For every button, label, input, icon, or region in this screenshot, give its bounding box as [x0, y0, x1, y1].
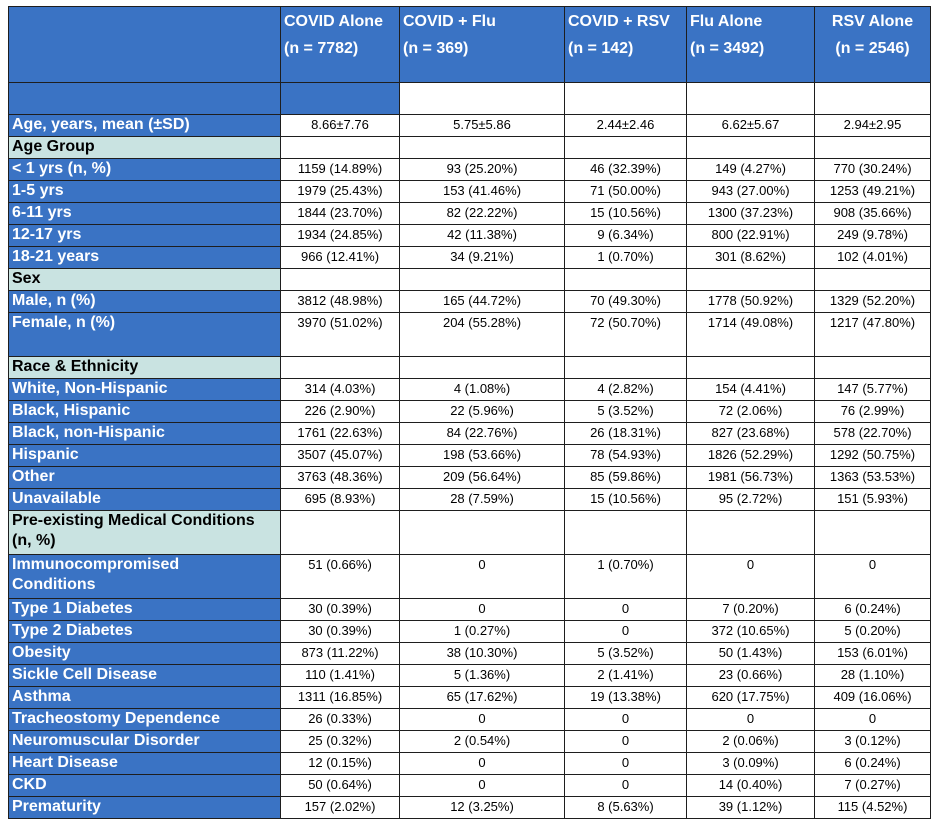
table-cell: 2 (0.54%) [400, 731, 565, 753]
table-cell: 9 (6.34%) [565, 225, 687, 247]
row-label: Hispanic [9, 445, 281, 467]
row-label: Other [9, 467, 281, 489]
table-cell: 15 (10.56%) [565, 203, 687, 225]
table-cell: 26 (18.31%) [565, 423, 687, 445]
table-row [9, 643, 931, 665]
table-cell: 966 (12.41%) [281, 247, 400, 269]
table-cell: 28 (1.10%) [815, 665, 931, 687]
table-cell: 5.75±5.86 [400, 115, 565, 137]
table-cell: 695 (8.93%) [281, 489, 400, 511]
table-cell: 0 [400, 599, 565, 621]
table-cell: 115 (4.52%) [815, 797, 931, 819]
table-cell: 0 [687, 709, 815, 731]
table-cell: 7 (0.27%) [815, 775, 931, 797]
row-label: Asthma [9, 687, 281, 709]
demographics-table [8, 6, 931, 819]
table-cell: 908 (35.66%) [815, 203, 931, 225]
table-cell: 22 (5.96%) [400, 401, 565, 423]
table-cell: 26 (0.33%) [281, 709, 400, 731]
table-cell: 2.94±2.95 [815, 115, 931, 137]
table-cell: 827 (23.68%) [687, 423, 815, 445]
row-label: Immunocompromised Conditions [9, 555, 281, 599]
row-label: CKD [9, 775, 281, 797]
table-cell: 1159 (14.89%) [281, 159, 400, 181]
table-cell: 5 (3.52%) [565, 401, 687, 423]
table-cell: 30 (0.39%) [281, 599, 400, 621]
empty-cell [565, 269, 687, 291]
column-header: RSV Alone (n = 2546) [815, 7, 931, 83]
table-cell: 95 (2.72%) [687, 489, 815, 511]
table-cell: 204 (55.28%) [400, 313, 565, 357]
section-title: Sex [9, 269, 281, 291]
table-cell: 6.62±5.67 [687, 115, 815, 137]
table-cell: 28 (7.59%) [400, 489, 565, 511]
table-cell: 46 (32.39%) [565, 159, 687, 181]
empty-cell [281, 137, 400, 159]
table-cell: 209 (56.64%) [400, 467, 565, 489]
table-cell: 5 (3.52%) [565, 643, 687, 665]
table-cell: 0 [687, 555, 815, 599]
row-label: Neuromuscular Disorder [9, 731, 281, 753]
table-cell: 15 (10.56%) [565, 489, 687, 511]
table-cell: 3507 (45.07%) [281, 445, 400, 467]
section-title: Race & Ethnicity [9, 357, 281, 379]
table-cell: 25 (0.32%) [281, 731, 400, 753]
section-row [9, 269, 931, 291]
table-row [9, 775, 931, 797]
empty-cell [815, 137, 931, 159]
table-cell: 0 [815, 555, 931, 599]
table-cell: 12 (3.25%) [400, 797, 565, 819]
table-cell: 50 (0.64%) [281, 775, 400, 797]
empty-cell [815, 357, 931, 379]
table-row [9, 621, 931, 643]
table-cell: 71 (50.00%) [565, 181, 687, 203]
empty-cell [281, 269, 400, 291]
table-cell: 0 [400, 709, 565, 731]
empty-cell [687, 269, 815, 291]
table-row [9, 291, 931, 313]
table-row [9, 731, 931, 753]
table-cell: 147 (5.77%) [815, 379, 931, 401]
table-cell: 93 (25.20%) [400, 159, 565, 181]
table-cell: 6 (0.24%) [815, 753, 931, 775]
table-cell: 8 (5.63%) [565, 797, 687, 819]
table-cell: 1329 (52.20%) [815, 291, 931, 313]
table-cell: 1826 (52.29%) [687, 445, 815, 467]
table-row [9, 181, 931, 203]
table-cell: 0 [400, 753, 565, 775]
empty-cell [687, 137, 815, 159]
table-row [9, 115, 931, 137]
section-title: Pre-existing Medical Conditions (n, %) [9, 511, 281, 555]
table-cell: 4 (1.08%) [400, 379, 565, 401]
table-cell: 770 (30.24%) [815, 159, 931, 181]
table-cell: 102 (4.01%) [815, 247, 931, 269]
row-label: Male, n (%) [9, 291, 281, 313]
row-label: Heart Disease [9, 753, 281, 775]
table-row [9, 467, 931, 489]
table-cell: 0 [815, 709, 931, 731]
row-label: Unavailable [9, 489, 281, 511]
empty-cell [400, 269, 565, 291]
empty-cell [687, 357, 815, 379]
row-label: Obesity [9, 643, 281, 665]
table-cell: 873 (11.22%) [281, 643, 400, 665]
table-cell: 14 (0.40%) [687, 775, 815, 797]
spacer-row [9, 83, 931, 115]
table-cell: 72 (2.06%) [687, 401, 815, 423]
row-label: 1-5 yrs [9, 181, 281, 203]
empty-cell [281, 511, 400, 555]
column-header: COVID Alone (n = 7782) [281, 7, 400, 83]
empty-cell [281, 357, 400, 379]
table-cell: 1363 (53.53%) [815, 467, 931, 489]
table-cell: 0 [565, 731, 687, 753]
table-cell: 3970 (51.02%) [281, 313, 400, 357]
empty-cell [815, 511, 931, 555]
column-header: COVID + Flu (n = 369) [400, 7, 565, 83]
table-cell: 30 (0.39%) [281, 621, 400, 643]
empty-cell [815, 269, 931, 291]
table-cell: 110 (1.41%) [281, 665, 400, 687]
table-cell: 12 (0.15%) [281, 753, 400, 775]
table-cell: 2 (1.41%) [565, 665, 687, 687]
table-cell: 82 (22.22%) [400, 203, 565, 225]
table-cell: 0 [565, 775, 687, 797]
table-cell: 5 (0.20%) [815, 621, 931, 643]
empty-cell [565, 137, 687, 159]
table-cell: 51 (0.66%) [281, 555, 400, 599]
table-cell: 3763 (48.36%) [281, 467, 400, 489]
table-row [9, 555, 931, 599]
table-cell: 38 (10.30%) [400, 643, 565, 665]
table-cell: 800 (22.91%) [687, 225, 815, 247]
table-cell: 76 (2.99%) [815, 401, 931, 423]
table-cell: 34 (9.21%) [400, 247, 565, 269]
table-row [9, 797, 931, 819]
empty-cell [565, 511, 687, 555]
empty-cell [400, 511, 565, 555]
table-cell: 1778 (50.92%) [687, 291, 815, 313]
table-cell: 943 (27.00%) [687, 181, 815, 203]
table-cell: 3 (0.12%) [815, 731, 931, 753]
table-cell: 7 (0.20%) [687, 599, 815, 621]
table-cell: 1979 (25.43%) [281, 181, 400, 203]
table-row [9, 445, 931, 467]
row-label: 6-11 yrs [9, 203, 281, 225]
row-label: Black, Hispanic [9, 401, 281, 423]
row-label: Prematurity [9, 797, 281, 819]
table-cell: 0 [565, 599, 687, 621]
table-cell: 3812 (48.98%) [281, 291, 400, 313]
table-cell: 1217 (47.80%) [815, 313, 931, 357]
table-row [9, 379, 931, 401]
table-cell: 226 (2.90%) [281, 401, 400, 423]
table-cell: 153 (6.01%) [815, 643, 931, 665]
table-cell: 1311 (16.85%) [281, 687, 400, 709]
table-cell: 6 (0.24%) [815, 599, 931, 621]
row-label: Black, non-Hispanic [9, 423, 281, 445]
table-cell: 78 (54.93%) [565, 445, 687, 467]
table-cell: 1714 (49.08%) [687, 313, 815, 357]
table-row [9, 247, 931, 269]
table-cell: 198 (53.66%) [400, 445, 565, 467]
column-header: Flu Alone (n = 3492) [687, 7, 815, 83]
row-label: < 1 yrs (n, %) [9, 159, 281, 181]
table-cell: 19 (13.38%) [565, 687, 687, 709]
empty-cell [400, 137, 565, 159]
empty-cell [687, 511, 815, 555]
table-row [9, 203, 931, 225]
table-cell: 1981 (56.73%) [687, 467, 815, 489]
table-cell: 72 (50.70%) [565, 313, 687, 357]
table-cell: 1 (0.27%) [400, 621, 565, 643]
table-row [9, 313, 931, 357]
table-cell: 1844 (23.70%) [281, 203, 400, 225]
table-row [9, 423, 931, 445]
row-label: Female, n (%) [9, 313, 281, 357]
row-label: White, Non-Hispanic [9, 379, 281, 401]
table-cell: 409 (16.06%) [815, 687, 931, 709]
table-row [9, 709, 931, 731]
row-label: Tracheostomy Dependence [9, 709, 281, 731]
table-cell: 620 (17.75%) [687, 687, 815, 709]
table-cell: 0 [565, 709, 687, 731]
table-cell: 23 (0.66%) [687, 665, 815, 687]
section-row [9, 137, 931, 159]
table-cell: 42 (11.38%) [400, 225, 565, 247]
table-cell: 2.44±2.46 [565, 115, 687, 137]
table-cell: 301 (8.62%) [687, 247, 815, 269]
table-cell: 578 (22.70%) [815, 423, 931, 445]
table-cell: 1292 (50.75%) [815, 445, 931, 467]
table-cell: 5 (1.36%) [400, 665, 565, 687]
table-row [9, 753, 931, 775]
table-cell: 157 (2.02%) [281, 797, 400, 819]
table-row [9, 665, 931, 687]
table-row [9, 401, 931, 423]
row-label: Sickle Cell Disease [9, 665, 281, 687]
table-cell: 151 (5.93%) [815, 489, 931, 511]
table-cell: 65 (17.62%) [400, 687, 565, 709]
table-cell: 1300 (37.23%) [687, 203, 815, 225]
table-cell: 1 (0.70%) [565, 247, 687, 269]
table-cell: 1934 (24.85%) [281, 225, 400, 247]
table-cell: 314 (4.03%) [281, 379, 400, 401]
table-cell: 4 (2.82%) [565, 379, 687, 401]
table-cell: 0 [565, 753, 687, 775]
table-cell: 50 (1.43%) [687, 643, 815, 665]
table-cell: 372 (10.65%) [687, 621, 815, 643]
table-cell: 165 (44.72%) [400, 291, 565, 313]
table-row [9, 489, 931, 511]
table-row [9, 225, 931, 247]
table-cell: 1 (0.70%) [565, 555, 687, 599]
column-header: COVID + RSV (n = 142) [565, 7, 687, 83]
header-corner [9, 7, 281, 83]
section-row [9, 511, 931, 555]
row-label: 18-21 years [9, 247, 281, 269]
table-row [9, 159, 931, 181]
row-label: Type 1 Diabetes [9, 599, 281, 621]
table-cell: 85 (59.86%) [565, 467, 687, 489]
row-label: 12-17 yrs [9, 225, 281, 247]
section-title: Age Group [9, 137, 281, 159]
empty-cell [565, 357, 687, 379]
empty-cell [400, 357, 565, 379]
table-cell: 1253 (49.21%) [815, 181, 931, 203]
table-cell: 1761 (22.63%) [281, 423, 400, 445]
table-cell: 149 (4.27%) [687, 159, 815, 181]
table-cell: 249 (9.78%) [815, 225, 931, 247]
row-label: Type 2 Diabetes [9, 621, 281, 643]
table-row [9, 687, 931, 709]
header-row [9, 7, 931, 83]
table-cell: 2 (0.06%) [687, 731, 815, 753]
section-row [9, 357, 931, 379]
table-cell: 3 (0.09%) [687, 753, 815, 775]
table-cell: 84 (22.76%) [400, 423, 565, 445]
table-cell: 0 [565, 621, 687, 643]
table-cell: 0 [400, 775, 565, 797]
table-row [9, 599, 931, 621]
table-cell: 154 (4.41%) [687, 379, 815, 401]
table-cell: 8.66±7.76 [281, 115, 400, 137]
table-cell: 0 [400, 555, 565, 599]
row-label: Age, years, mean (±SD) [9, 115, 281, 137]
table-cell: 153 (41.46%) [400, 181, 565, 203]
table-cell: 70 (49.30%) [565, 291, 687, 313]
table-cell: 39 (1.12%) [687, 797, 815, 819]
